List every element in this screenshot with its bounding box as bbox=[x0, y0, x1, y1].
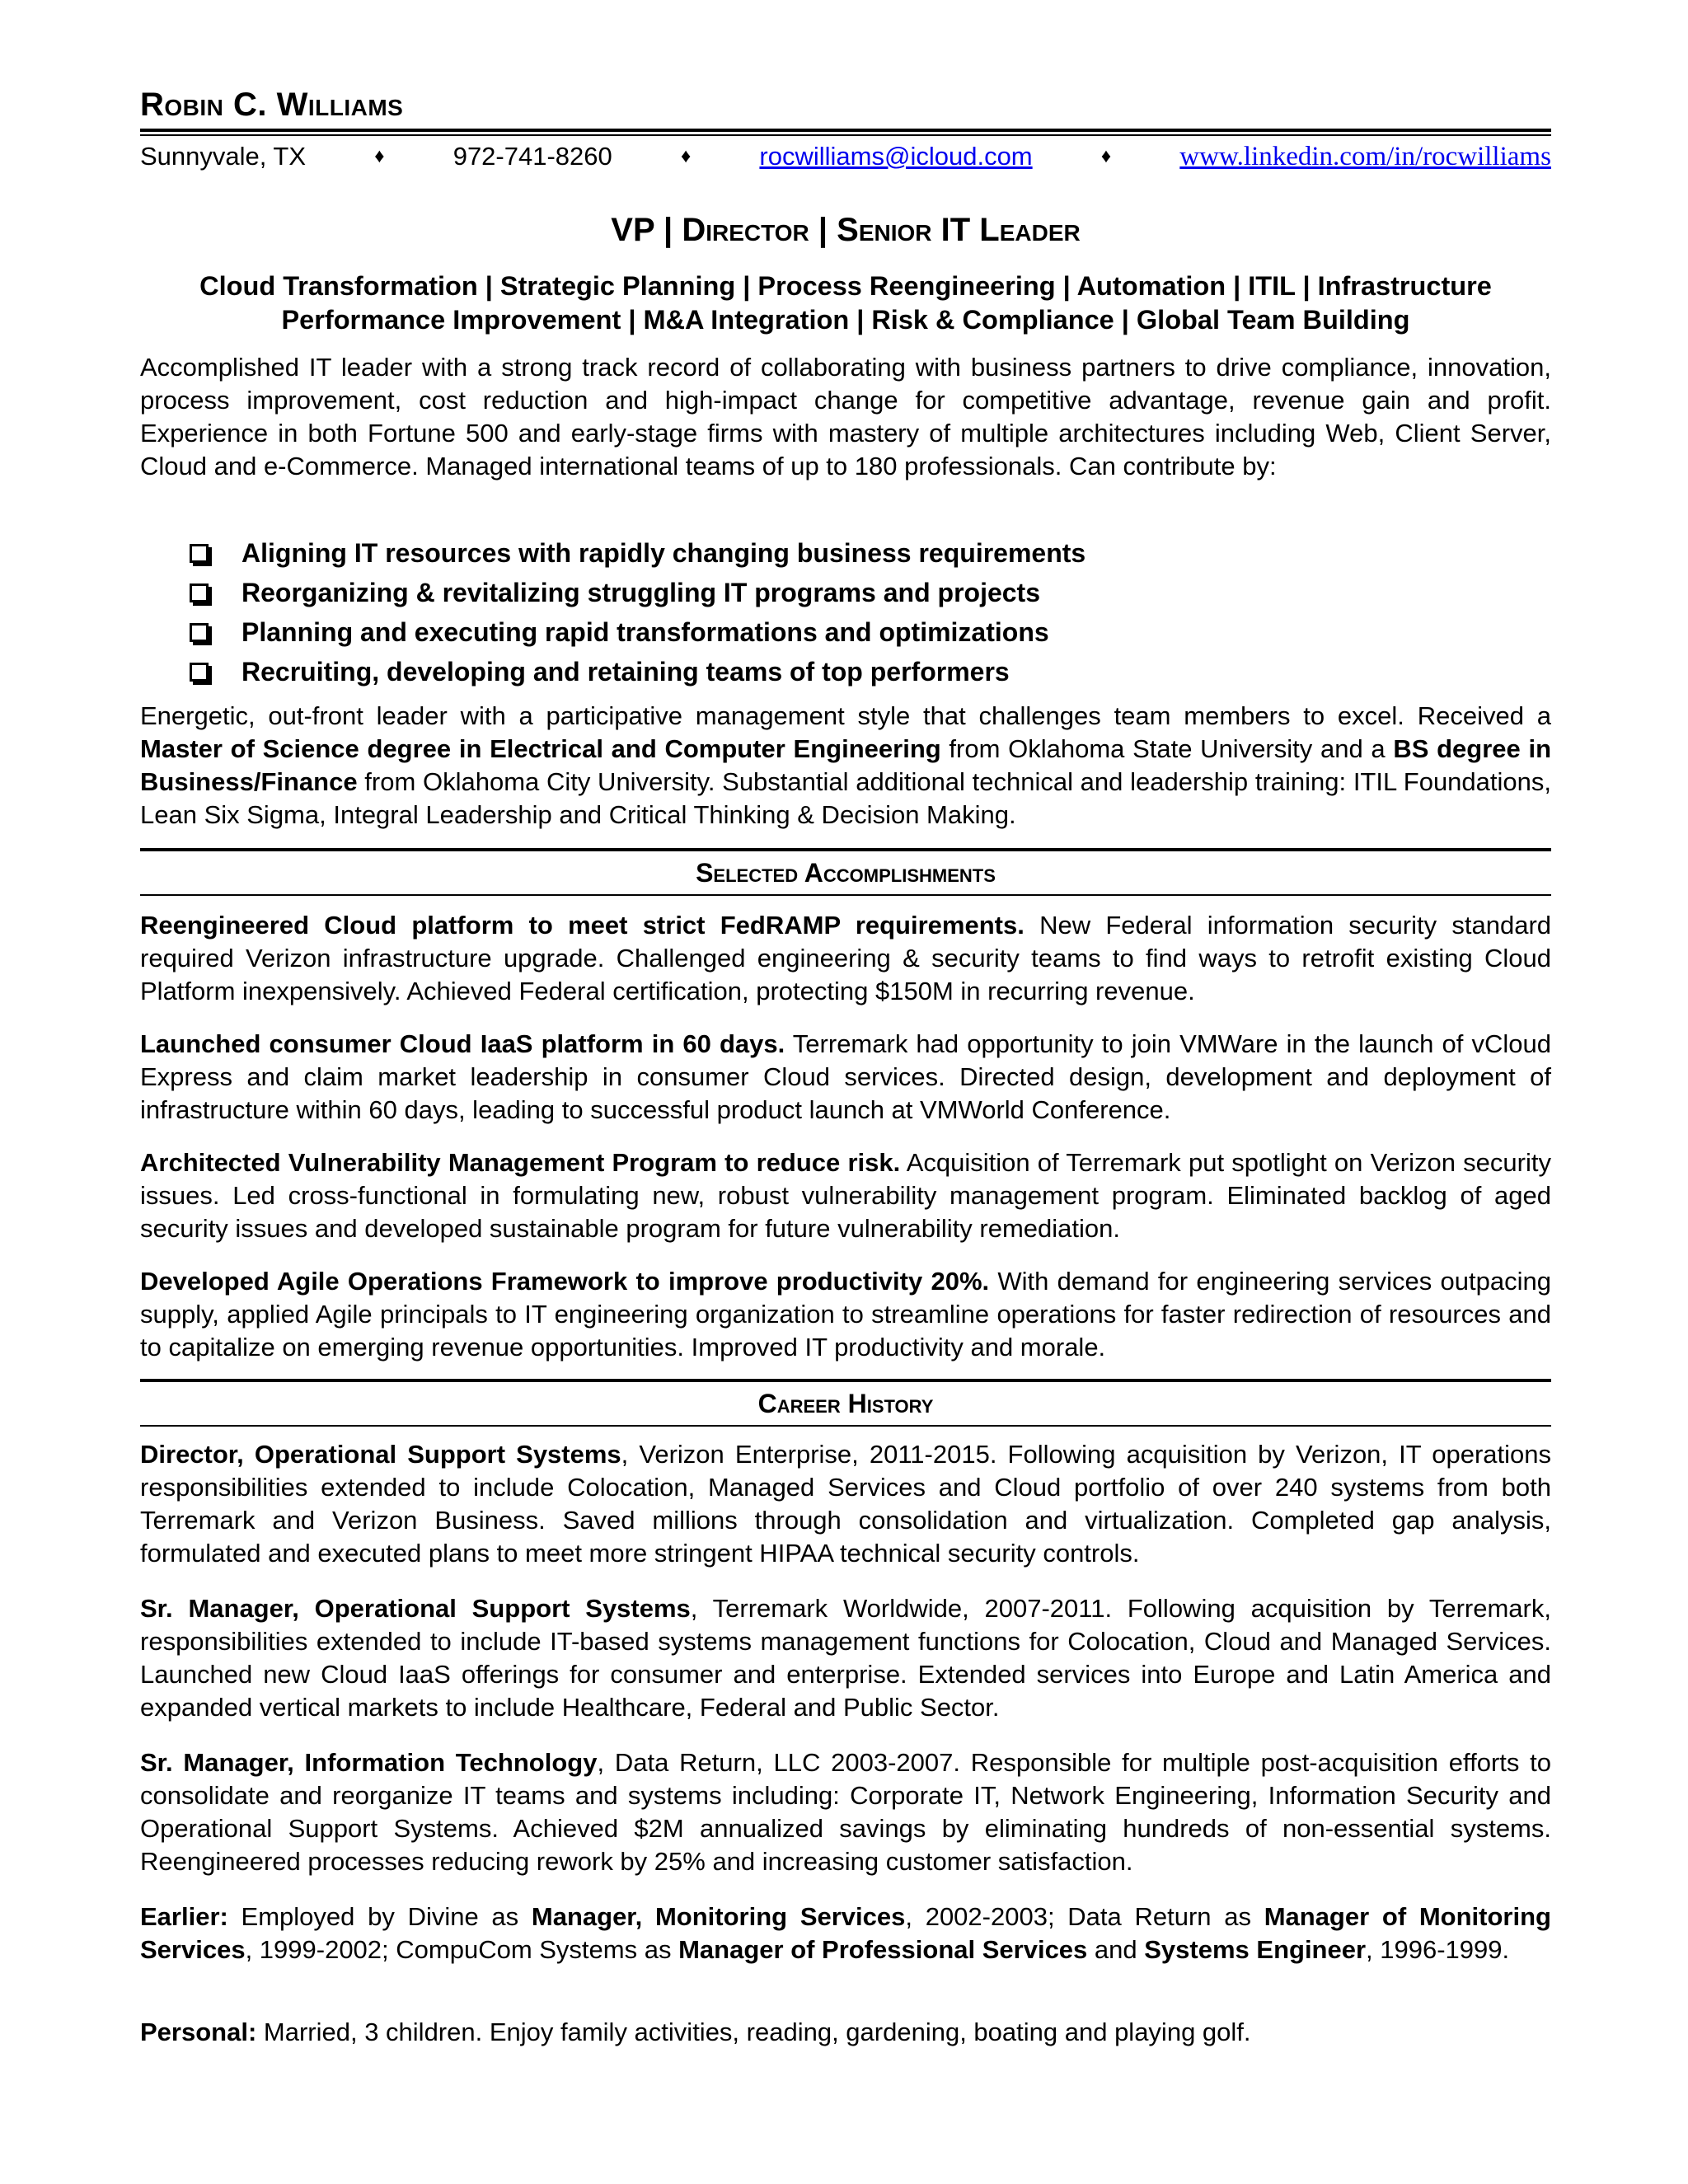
education-paragraph: Energetic, out-front leader with a participative management style that challenges team members to excel. Received a Master of Science degree in Electrical and Computer Engineering from Oklahoma State University and a BS degree in Business/Finance from Oklahoma City University. Substantial additional technical and leadership training: ITIL Foundations, Lean Six Sigma, Integral Leadership and Critical Thinking & Decision Making. bbox=[140, 701, 1552, 829]
linkedin-link[interactable]: www.linkedin.com/in/rocwilliams bbox=[1179, 141, 1551, 171]
checkbox-bullet-icon bbox=[190, 583, 209, 602]
checkbox-bullet-icon bbox=[190, 663, 209, 682]
contact-line bbox=[140, 140, 1551, 173]
earlier-roles: Earlier: Employed by Divine as Manager, Monitoring Services, 2002-2003; Data Return as Manager of Monitoring Services, 1999-2002; CompuCom Systems as Manager of Professional Services and Systems Engineer, 1996-1999. bbox=[140, 1902, 1551, 1964]
accomplishment-item: Reengineered Cloud platform to meet strict FedRAMP requirements. New Federal information security standard required Verizon infrastructure upgrade. Challenged engineering & security teams to find ways to retrofit existing Cloud Platform inexpensively. Achieved Federal certification, protecting $150M in recurring revenue. bbox=[140, 911, 1552, 1005]
checkbox-bullet-icon bbox=[190, 544, 209, 563]
summary-paragraph: Accomplished IT leader with a strong track record of collaborating with business partners to drive compliance, innovation, process improvement, cost reduction and high-impact change for competitive advantage, revenue gain and profit. Experience in both Fortune 500 and early-stage firms with mastery of multiple architectures including Web, Client Server, Cloud and e-Commerce. Managed international teams of up to 180 professionals. Can contribute by: bbox=[140, 353, 1551, 480]
career-item: Director, Operational Support Systems, Verizon Enterprise, 2011-2015. Following acquisition by Verizon, IT operations responsibilities extended to include Colocation, Managed Services and Cloud portfolio of over 240 systems from both Terremark and Verizon Business. Saved millions through consolidation and virtualization. Completed gap analysis, formulated and executed plans to meet more stringent HIPAA technical security controls. bbox=[140, 1440, 1551, 1568]
keywords-line: Cloud Transformation | Strategic Planning | Process Reengineering | Automation | ITIL | Infrastructure bbox=[199, 271, 1492, 301]
email-link[interactable]: rocwilliams@icloud.com bbox=[759, 142, 1033, 171]
list-item: Planning and executing rapid transformations and optimizations bbox=[190, 612, 1508, 652]
list-item: Reorganizing & revitalizing struggling IT programs and projects bbox=[190, 573, 1508, 612]
accomplishment-item: Launched consumer Cloud IaaS platform in 60 days. Terremark had opportunity to join VMWare in the launch of vCloud Express and claim market leadership in consumer Cloud services. Directed design, development and deployment of infrastructure within 60 days, leading to successful product launch at VMWorld Conference. bbox=[140, 1029, 1552, 1124]
header-rule-thick bbox=[140, 129, 1551, 132]
checkbox-bullet-icon bbox=[190, 623, 209, 642]
location: Sunnyvale, TX bbox=[140, 142, 307, 171]
headline-title: VP | Director | Senior IT Leader bbox=[611, 212, 1081, 248]
list-item: Recruiting, developing and retaining teams of top performers bbox=[190, 652, 1508, 691]
accomplishment-item: Developed Agile Operations Framework to improve productivity 20%. With demand for engineering services outpacing supply, applied Agile principals to IT engineering organization to streamline operations for faster redirection of resources and to capitalize on emerging revenue opportunities. Improved IT productivity and morale. bbox=[140, 1267, 1551, 1361]
keywords-block bbox=[140, 269, 1551, 337]
keywords-line: Performance Improvement | M&A Integration | Risk & Compliance | Global Team Building bbox=[281, 305, 1410, 335]
accomplishment-item: Architected Vulnerability Management Program to reduce risk. Acquisition of Terremark put spotlight on Verizon security issues. Led cross-functional in formulating new, robust vulnerability management program. Eliminated backlog of aged security issues and developed sustainable program for future vulnerability remediation. bbox=[140, 1148, 1551, 1243]
career-item: Sr. Manager, Information Technology, Data Return, LLC 2003-2007. Responsible for multiple post-acquisition efforts to consolidate and reorganize IT teams and systems including: Corporate IT, Network Engineering, Information Security and Operational Support Systems. Achieved $2M annualized savings by eliminating hundreds of non-essential systems. Reengineered processes reducing rework by 25% and increasing customer satisfaction. bbox=[140, 1748, 1551, 1876]
header-rule-thin bbox=[140, 134, 1551, 136]
diamond-separator-icon: ♦ bbox=[374, 145, 385, 167]
list-item: Aligning IT resources with rapidly changing business requirements bbox=[190, 533, 1508, 573]
diamond-separator-icon: ♦ bbox=[680, 145, 692, 167]
candidate-name: Robin C. Williams bbox=[140, 87, 404, 123]
phone: 972-741-8260 bbox=[452, 142, 612, 171]
personal-line: Personal: Married, 3 children. Enjoy family activities, reading, gardening, boating and playing golf. bbox=[140, 2018, 1251, 2046]
diamond-separator-icon: ♦ bbox=[1100, 145, 1112, 167]
contribution-list bbox=[190, 533, 1508, 691]
career-item: Sr. Manager, Operational Support Systems, Terremark Worldwide, 2007-2011. Following acquisition by Terremark, responsibilities extended to include IT-based systems management functions for Colocation, Cloud and Managed Services. Launched new Cloud IaaS offerings for consumer and enterprise. Extended services into Europe and Latin America and expanded vertical markets to include Healthcare, Federal and Public Sector. bbox=[140, 1594, 1551, 1722]
